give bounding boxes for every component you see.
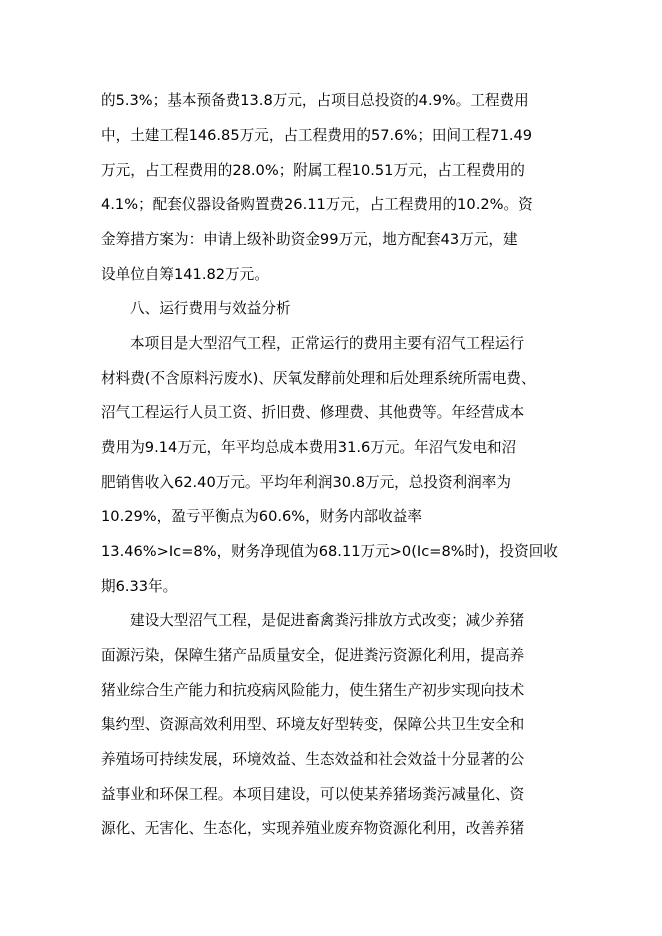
text-line: 集约型、资源高效利用型、环境友好型转变，保障公共卫生安全和 — [101, 716, 525, 733]
text-line: 沼气工程运行人员工资、折旧费、修理费、其他费等。年经营成本 — [101, 404, 525, 421]
text-line: 材料费(不含原料污废水)、厌氧发酵前处理和后处理系统所需电费、 — [101, 370, 536, 387]
text-line: 本项目是大型沼气工程，正常运行的费用主要有沼气工程运行 — [130, 335, 525, 352]
text-line: 中，土建工程146.85万元，占工程费用的57.6%；田间工程71.49 — [101, 127, 533, 144]
text-line: 费用为9.14万元，年平均总成本费用31.6万元。年沼气发电和沼 — [101, 439, 517, 456]
section-heading: 八、运行费用与效益分析 — [130, 300, 291, 317]
text-line: 面源污染，保障生猪产品质量安全，促进粪污资源化利用，提高养 — [101, 647, 525, 664]
text-line: 源化、无害化、生态化，实现养殖业废弃物资源化利用，改善养猪 — [101, 820, 525, 837]
text-line: 益事业和环保工程。本项目建设，可以使某养猪场粪污减量化、资 — [101, 786, 525, 803]
text-line: 设单位自筹141.82万元。 — [101, 266, 269, 283]
text-line: 期6.33年。 — [101, 578, 178, 595]
text-line: 猪业综合生产能力和抗疫病风险能力，使生猪生产初步实现向技术 — [101, 682, 525, 699]
text-line: 13.46%>Ic=8%，财务净现值为68.11万元>0(Ic=8%时)，投资回收 — [101, 543, 558, 560]
text-line: 肥销售收入62.40万元。平均年利润30.8万元，总投资利润率为 — [101, 474, 511, 491]
text-line: 万元，占工程费用的28.0%；附属工程10.51万元，占工程费用的 — [101, 162, 525, 179]
text-line: 养殖场可持续发展，环境效益、生态效益和社会效益十分显著的公 — [101, 751, 525, 768]
text-line: 4.1%；配套仪器设备购置费26.11万元，占工程费用的10.2%。资 — [101, 196, 533, 213]
text-line: 金筹措方案为：申请上级补助资金99万元，地方配套43万元，建 — [101, 231, 518, 248]
text-line: 建设大型沼气工程，是促进畜禽粪污排放方式改变；减少养猪 — [130, 612, 525, 629]
text-line: 的5.3%；基本预备费13.8万元，占项目总投资的4.9%。工程费用 — [101, 92, 529, 109]
text-line: 10.29%，盈亏平衡点为60.6%，财务内部收益率 — [101, 508, 422, 525]
